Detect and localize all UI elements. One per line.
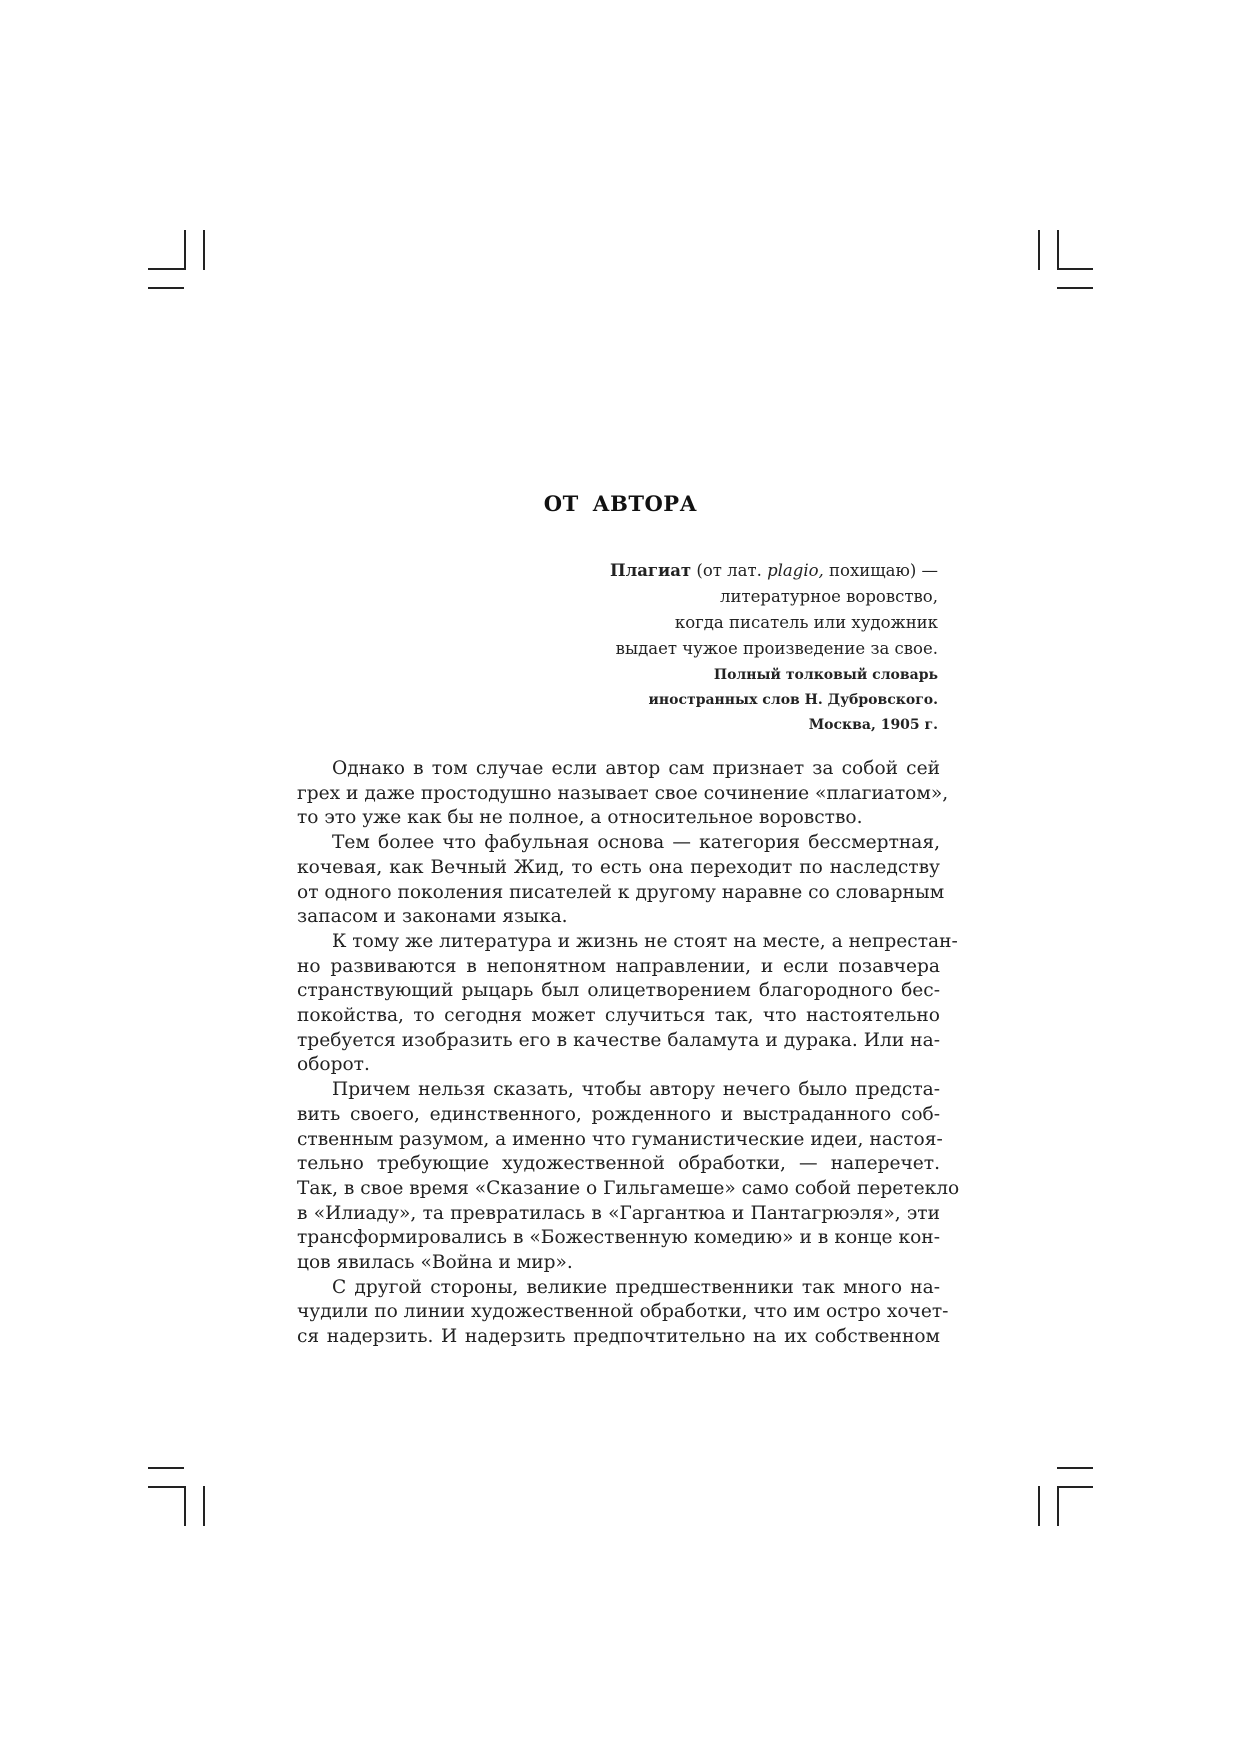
body-line: Так, в свое время «Сказание о Гильгамеше» само собой перетекло <box>297 1177 960 1199</box>
source-line-1: Полный толковый словарь <box>713 667 938 683</box>
body-line: вить своего, единственного, рожденного и выстраданного соб- <box>297 1103 940 1125</box>
body-line: ся надерзить. И надерзить предпочтительно на их собственном <box>297 1326 940 1348</box>
body-line: чудили по линии художественной обработки, что им остро хочет- <box>297 1301 949 1323</box>
body-line: трансформировались в «Божественную комедию» и в конце кон- <box>297 1227 940 1249</box>
crop-mark-top-right-h2 <box>1057 287 1093 289</box>
epigraph-line-4: выдает чужое произведение за свое. <box>615 639 938 658</box>
epigraph-line-2: литературное воровство, <box>720 587 938 606</box>
crop-mark-top-left-v2 <box>203 230 205 270</box>
crop-mark-top-left-h2 <box>148 287 184 289</box>
body-line: от одного поколения писателей к другому наравне со словарным <box>297 881 945 903</box>
body-line: покойства, то сегодня может случиться так, что настоятельно <box>297 1005 940 1027</box>
crop-mark-bottom-right-v1 <box>1038 1486 1040 1526</box>
body-line: тельно требующие художественной обработки, — наперечет. <box>297 1153 940 1175</box>
body-line: Тем более что фабульная основа — категория бессмертная, <box>332 832 940 854</box>
body-line: кочевая, как Вечный Жид, то есть она переходит по наследству <box>297 856 940 878</box>
crop-mark-bottom-left-v2 <box>203 1486 205 1526</box>
crop-mark-bottom-right-h1 <box>1057 1467 1093 1469</box>
crop-mark-bottom-left-v1 <box>184 1486 186 1526</box>
body-line: Однако в том случае если автор сам признает за собой сей <box>332 758 940 779</box>
epigraph-term: Плагиат <box>609 561 692 580</box>
chapter-heading: ОТ АВТОРА <box>543 491 698 516</box>
epigraph-line-1-part-a: (от лат. <box>691 561 768 580</box>
crop-mark-top-left-v1 <box>184 230 186 270</box>
body-text <box>297 757 960 1350</box>
body-line: ственным разумом, а именно что гуманистические идеи, настоя- <box>297 1128 943 1150</box>
body-line: С другой стороны, великие предшественники так много на- <box>332 1276 940 1298</box>
crop-mark-bottom-right-v2 <box>1057 1486 1059 1526</box>
body-line: запасом и законами языка. <box>297 906 568 928</box>
epigraph-line-1 <box>418 558 938 584</box>
crop-mark-bottom-left-h1 <box>148 1467 184 1469</box>
epigraph <box>418 558 938 662</box>
source-line-2: иностранных слов Н. Дубровского. <box>648 692 938 708</box>
crop-mark-bottom-left-h2 <box>148 1486 184 1488</box>
crop-mark-top-right-v1 <box>1038 230 1040 270</box>
body-line: но развиваются в непонятном направлении, и если позавчера <box>297 955 940 977</box>
body-line: то это уже как бы не полное, а относительное воровство. <box>297 807 863 829</box>
body-line: Причем нельзя сказать, чтобы автору нечего было предста- <box>332 1079 940 1101</box>
epigraph-line-3: когда писатель или художник <box>674 613 938 632</box>
crop-mark-top-right-h1 <box>1057 268 1093 270</box>
epigraph-source <box>418 663 938 738</box>
epigraph-line-1-part-b: похищаю) — <box>823 561 938 580</box>
body-line: в «Илиаду», та превратилась в «Гаргантюа и Пантагрюэля», эти <box>297 1202 940 1224</box>
body-line: грех и даже простодушно называет свое сочинение «плагиатом», <box>297 782 949 804</box>
body-line: К тому же литература и жизнь не стоят на месте, а непрестан- <box>332 930 958 952</box>
body-line: требуется изобразить его в качестве баламута и дурака. Или на- <box>297 1029 940 1051</box>
crop-mark-top-left-h1 <box>148 268 184 270</box>
body-line: цов явилась «Война и мир». <box>297 1252 573 1274</box>
source-line-3: Москва, 1905 г. <box>808 717 938 733</box>
crop-mark-bottom-right-h2 <box>1057 1486 1093 1488</box>
epigraph-latin-word: plagio, <box>767 561 824 580</box>
body-line: оборот. <box>297 1054 370 1076</box>
body-line: странствующий рыцарь был олицетворением благородного бес- <box>297 980 940 1002</box>
crop-mark-top-right-v2 <box>1057 230 1059 270</box>
